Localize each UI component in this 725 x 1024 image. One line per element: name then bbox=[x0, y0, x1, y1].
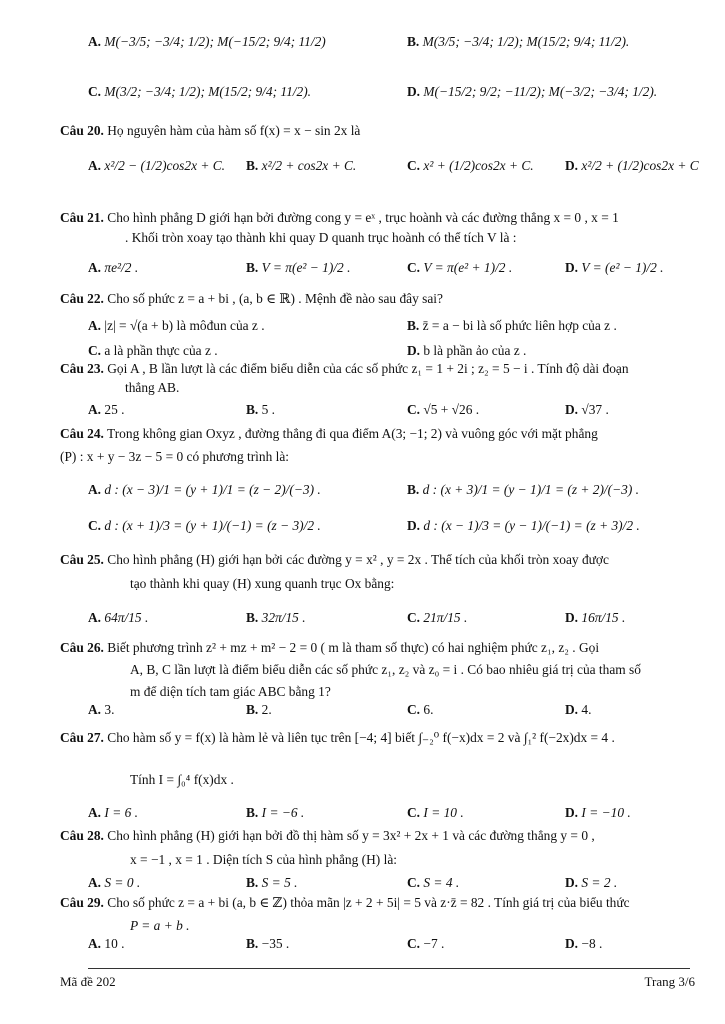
q27-option-b: B. I = −6 . bbox=[246, 805, 305, 820]
q27-option-d: D. I = −10 . bbox=[565, 805, 631, 820]
q24-stem-line2: (P) : x + y − 3z − 5 = 0 có phương trình là: bbox=[60, 449, 290, 464]
q24-option-a: A. d : (x − 3)/1 = (y + 1)/1 = (z − 2)/(−3) . bbox=[88, 482, 321, 497]
q28-option-d: D. S = 2 . bbox=[565, 875, 618, 890]
q21-option-c: C. V = π(e² + 1)/2 . bbox=[407, 260, 513, 275]
q22-option-b: B. z̄ = a − bi là số phức liên hợp của z . bbox=[407, 318, 617, 333]
q21-option-a: A. πe²/2 . bbox=[88, 260, 139, 275]
q26-stem-line2: A, B, C lần lượt là điểm biểu diễn các số phức z₁, z₂ và z₀ = i . Có bao nhiêu giá trị của tham số bbox=[130, 662, 641, 677]
q20-option-d: D. x²/2 + (1/2)cos2x + C bbox=[565, 158, 699, 173]
q28-option-b: B. S = 5 . bbox=[246, 875, 298, 890]
q25-option-b: B. 32π/15 . bbox=[246, 610, 306, 625]
footer-exam-code: Mã đề 202 bbox=[60, 974, 116, 989]
q27-stem-line1: Câu 27. Cho hàm số y = f(x) là hàm lẻ và liên tục trên [−4; 4] biết ∫₋₂⁰ f(−x)dx = 2 và ∫₁² f(−2x)dx = 4 . bbox=[60, 730, 615, 745]
q19-option-c: C. M(3/2; −3/4; 1/2); M(15/2; 9/4; 11/2). bbox=[88, 84, 312, 99]
q23-stem-line2: thẳng AB. bbox=[125, 380, 180, 395]
q19-option-d: D. M(−15/2; 9/2; −11/2); M(−3/2; −3/4; 1/2). bbox=[407, 84, 658, 99]
q25-stem-line2: tạo thành khi quay (H) xung quanh trục Ox bằng: bbox=[130, 576, 395, 591]
q25-stem-line1: Câu 25. Cho hình phẳng (H) giới hạn bởi các đường y = x² , y = 2x . Thể tích của khối tròn xoay được bbox=[60, 552, 609, 567]
q29-option-a: A. 10 . bbox=[88, 936, 125, 951]
q21-stem-line1: Câu 21. Cho hình phẳng D giới hạn bởi đường cong y = eˣ , trục hoành và các đường thẳng x = 0 , x = 1 bbox=[60, 210, 619, 225]
q25-option-d: D. 16π/15 . bbox=[565, 610, 626, 625]
q20-stem: Câu 20. Họ nguyên hàm của hàm số f(x) = x − sin 2x là bbox=[60, 123, 361, 138]
q25-option-c: C. 21π/15 . bbox=[407, 610, 468, 625]
q21-option-b: B. V = π(e² − 1)/2 . bbox=[246, 260, 351, 275]
q25-option-a: A. 64π/15 . bbox=[88, 610, 149, 625]
q20-option-b: B. x²/2 + cos2x + C. bbox=[246, 158, 357, 173]
q29-option-b: B. −35 . bbox=[246, 936, 290, 951]
q24-option-b: B. d : (x + 3)/1 = (y − 1)/1 = (z + 2)/(−3) . bbox=[407, 482, 639, 497]
q22-stem: Câu 22. Cho số phức z = a + bi , (a, b ∈ ℝ) . Mệnh đề nào sau đây sai? bbox=[60, 291, 443, 306]
q29-stem-line1: Câu 29. Cho số phức z = a + bi (a, b ∈ ℤ) thỏa mãn |z + 2 + 5i| = 5 và z·z̄ = 82 . Tính giá trị của biểu thức bbox=[60, 895, 630, 910]
q22-option-c: C. a là phần thực của z . bbox=[88, 343, 218, 358]
q22-option-d: D. b là phần ảo của z . bbox=[407, 343, 527, 358]
q26-option-d: D. 4. bbox=[565, 702, 592, 717]
q23-option-b: B. 5 . bbox=[246, 402, 276, 417]
q22-option-a: A. |z| = √(a + b) là môđun của z . bbox=[88, 318, 265, 333]
q26-stem-line1: Câu 26. Biết phương trình z² + mz + m² − 2 = 0 ( m là tham số thực) có hai nghiệm phức z₁, z₂ . Gọi bbox=[60, 640, 600, 655]
q21-option-d: D. V = (e² − 1)/2 . bbox=[565, 260, 664, 275]
footer-divider bbox=[88, 968, 690, 969]
q26-option-c: C. 6. bbox=[407, 702, 434, 717]
q28-stem-line1: Câu 28. Cho hình phẳng (H) giới hạn bởi đồ thị hàm số y = 3x² + 2x + 1 và các đường thẳng y = 0 , bbox=[60, 828, 595, 843]
q19-option-a: A. M(−3/5; −3/4; 1/2); M(−15/2; 9/4; 11/2) bbox=[88, 34, 326, 49]
q20-option-a: A. x²/2 − (1/2)cos2x + C. bbox=[88, 158, 226, 173]
q29-option-d: D. −8 . bbox=[565, 936, 603, 951]
q26-option-a: A. 3. bbox=[88, 702, 115, 717]
q26-option-b: B. 2. bbox=[246, 702, 272, 717]
q20-option-c: C. x² + (1/2)cos2x + C. bbox=[407, 158, 534, 173]
q21-stem-line2: . Khối tròn xoay tạo thành khi quay D quanh trục hoành có thể tích V là : bbox=[125, 230, 517, 245]
q23-option-c: C. √5 + √26 . bbox=[407, 402, 480, 417]
q27-stem-line2: Tính I = ∫₀⁴ f(x)dx . bbox=[130, 772, 234, 787]
q24-option-c: C. d : (x + 1)/3 = (y + 1)/(−1) = (z − 3)/2 . bbox=[88, 518, 321, 533]
q28-option-c: C. S = 4 . bbox=[407, 875, 460, 890]
q24-option-d: D. d : (x − 1)/3 = (y − 1)/(−1) = (z + 3)/2 . bbox=[407, 518, 640, 533]
footer-page-number: Trang 3/6 bbox=[644, 974, 695, 989]
q23-option-d: D. √37 . bbox=[565, 402, 609, 417]
q29-option-c: C. −7 . bbox=[407, 936, 445, 951]
q26-stem-line3: m để diện tích tam giác ABC bằng 1? bbox=[130, 684, 331, 699]
q29-stem-line2: P = a + b . bbox=[130, 918, 190, 933]
q23-stem-line1: Câu 23. Gọi A , B lần lượt là các điểm biểu diễn của các số phức z₁ = 1 + 2i ; z₂ = 5 − i . Tính độ dài đoạn bbox=[60, 361, 629, 376]
q28-option-a: A. S = 0 . bbox=[88, 875, 141, 890]
q27-option-a: A. I = 6 . bbox=[88, 805, 138, 820]
q28-stem-line2: x = −1 , x = 1 . Diện tích S của hình phẳng (H) là: bbox=[130, 852, 397, 867]
q24-stem-line1: Câu 24. Trong không gian Oxyz , đường thẳng đi qua điểm A(3; −1; 2) và vuông góc với mặt phẳng bbox=[60, 426, 598, 441]
q23-option-a: A. 25 . bbox=[88, 402, 125, 417]
q19-option-b: B. M(3/5; −3/4; 1/2); M(15/2; 9/4; 11/2). bbox=[407, 34, 630, 49]
q27-option-c: C. I = 10 . bbox=[407, 805, 464, 820]
